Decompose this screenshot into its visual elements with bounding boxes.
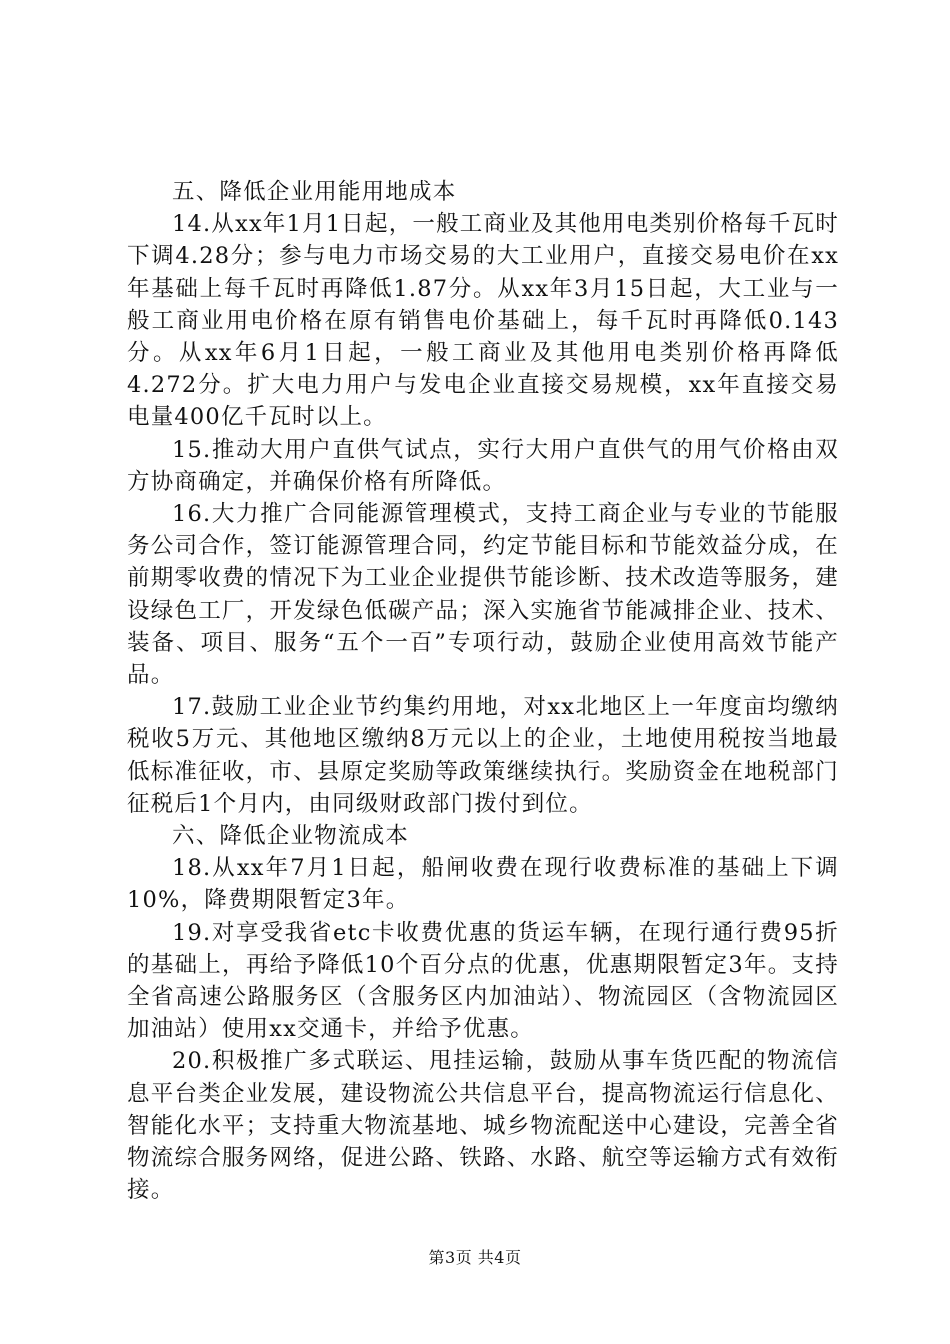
paragraph-18: 18.从xx年7月1日起，船闸收费在现行收费标准的基础上下调10%，降费期限暂定3年。 [127,855,839,914]
page-footer: 第3页 共4页 [428,1248,522,1267]
paragraph-16: 16.大力推广合同能源管理模式，支持工商企业与专业的节能服务公司合作，签订能源管理合同，约定节能目标和节能效益分成，在前期零收费的情况下为工业企业提供节能诊断、技术改造等服务，建设绿色工厂，开发绿色低碳产品；深入实施省节能减排企业、技术、装备、项目、服务“五个一百”专项行动，鼓励企业使用高效节能产品。 [127,501,839,689]
section-heading-6: 六、降低企业物流成本 [172,823,410,850]
paragraph-14: 14.从xx年1月1日起，一般工商业及其他用电类别价格每千瓦时下调4.28分；参与电力市场交易的大工业用户，直接交易电价在xx年基础上每千瓦时再降低1.87分。从xx年3月15日起，大工业与一般工商业用电价格在原有销售电价基础上，每千瓦时再降低0.143分。从xx年6月1日起，一般工商业及其他用电类别价格再降低4.272分。扩大电力用户与发电企业直接交易规模，xx年直接交易电量400亿千瓦时以上。 [127,211,839,431]
document-body [127,176,839,1207]
paragraph-17: 17.鼓励工业企业节约集约用地，对xx北地区上一年度亩均缴纳税收5万元、其他地区缴纳8万元以上的企业，土地使用税按当地最低标准征收，市、县原定奖励等政策继续执行。奖励资金在地税部门征税后1个月内，由同级财政部门拨付到位。 [127,694,839,817]
paragraph-20: 20.积极推广多式联运、甩挂运输，鼓励从事车货匹配的物流信息平台类企业发展，建设物流公共信息平台，提高物流运行信息化、智能化水平；支持重大物流基地、城乡物流配送中心建设，完善全省物流综合服务网络，促进公路、铁路、水路、航空等运输方式有效衔接。 [127,1048,839,1204]
section-heading-5: 五、降低企业用能用地成本 [172,179,457,205]
paragraph-19: 19.对享受我省etc卡收费优惠的货运车辆，在现行通行费95折的基础上，再给予降低10个百分点的优惠，优惠期限暂定3年。支持全省高速公路服务区（含服务区内加油站）、物流园区（含物流园区加油站）使用xx交通卡，并给予优惠。 [127,919,839,1043]
paragraph-15: 15.推动大用户直供气试点，实行大用户直供气的用气价格由双方协商确定，并确保价格有所降低。 [127,436,839,495]
